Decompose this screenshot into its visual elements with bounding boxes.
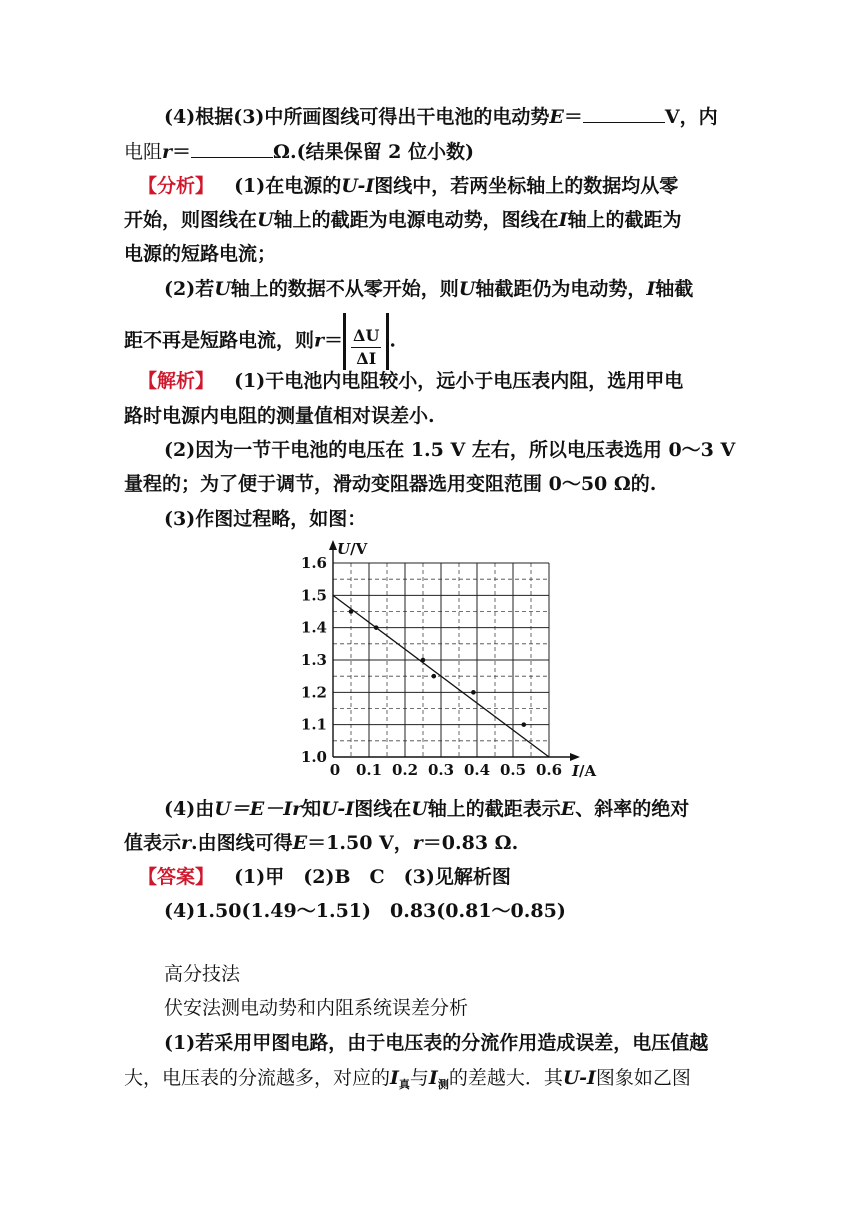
analysis-line3: 电源的短路电流；	[124, 243, 277, 265]
analysis-line2: 开始，则图线在U轴上的截距为电源电动势，图线在I轴上的截距为	[124, 209, 682, 231]
y-tick-label: 1.3	[300, 651, 327, 669]
answer-line1: 【答案】 (1)甲 (2)B C (3)见解析图	[138, 866, 511, 888]
data-point	[374, 625, 379, 630]
conclusion-line2: 值表示r.由图线可得E＝1.50 V，r＝0.83 Ω.	[124, 832, 519, 854]
answer-tag: 【答案】	[138, 866, 215, 888]
technique-title: 伏安法测电动势和内阻系统误差分析	[164, 997, 469, 1019]
y-tick-label: 1.5	[300, 586, 327, 605]
y-tick-label: 1.0	[300, 748, 327, 766]
solution-line5: (3)作图过程略，如图：	[164, 508, 367, 530]
answer-blank-emf	[583, 104, 665, 123]
x-axis-arrow	[570, 753, 580, 761]
x-tick-label: 0	[329, 761, 341, 779]
answer-blank-resistance	[191, 139, 273, 158]
abs-fraction: $\frac{\Delta U}{\Delta I}$	[343, 313, 389, 370]
data-point	[349, 609, 354, 614]
technique-heading: 高分技法	[164, 963, 241, 985]
y-tick-label: 1.1	[300, 715, 327, 734]
solution-line1: 【解析】 (1)干电池内电阻较小，远小于电压表内阻，选用甲电	[138, 370, 684, 392]
data-point	[432, 674, 437, 679]
technique-line2: 大，电压表的分流越多，对应的$I_真$与$I_测$的差越大．其U-I图象如乙图	[124, 1067, 691, 1091]
question-4-line2: 电阻r＝ Ω.(结果保留 2 位小数)	[124, 141, 475, 163]
question-4-line1: (4)根据(3)中所画图线可得出干电池的电动势E＝ V，内	[164, 106, 718, 128]
analysis-tag: 【分析】	[138, 175, 215, 197]
conclusion-line1: (4)由U＝E－Ir知U-I图线在U轴上的截距表示E、斜率的绝对	[164, 798, 690, 820]
y-tick-label: 1.2	[300, 683, 327, 702]
x-axis-label: I/A	[572, 762, 597, 780]
solution-line3: (2)因为一节干电池的电压在 1.5 V 左右，所以电压表选用 0～3 V	[164, 439, 736, 461]
y-axis-label: U/V	[337, 540, 368, 558]
solution-line4: 量程的；为了便于调节，滑动变阻器选用变阻范围 0～50 Ω的.	[124, 473, 657, 495]
x-tick-label: 0.6	[535, 761, 563, 779]
data-point	[522, 722, 527, 727]
x-tick-label: 0.3	[427, 761, 455, 779]
solution-tag: 【解析】	[138, 370, 215, 392]
y-tick-label: 1.6	[300, 554, 327, 572]
y-tick-label: 1.4	[300, 618, 327, 637]
y-axis-arrow	[329, 540, 337, 550]
solution-line2: 路时电源内电阻的测量值相对误差小.	[124, 405, 435, 427]
analysis-line1: 【分析】 (1)在电源的U-I图线中，若两坐标轴上的数据均从零	[138, 175, 679, 197]
analysis-line5: 距不再是短路电流，则r＝ $\frac{\Delta U}{\Delta I}$ .	[124, 313, 396, 370]
data-point	[421, 658, 426, 663]
analysis-line4: (2)若U轴上的数据不从零开始，则U轴截距仍为电动势，I轴截	[164, 278, 694, 300]
x-tick-label: 0.1	[355, 761, 383, 779]
x-tick-label: 0.5	[499, 761, 527, 779]
x-tick-label: 0.4	[463, 761, 491, 779]
technique-line1: (1)若采用甲图电路，由于电压表的分流作用造成误差，电压值越	[164, 1032, 709, 1054]
data-point	[471, 690, 476, 695]
x-tick-label: 0.2	[391, 761, 419, 779]
u-i-chart	[296, 538, 606, 782]
answer-line2: (4)1.50(1.49～1.51) 0.83(0.81～0.85)	[164, 900, 566, 922]
